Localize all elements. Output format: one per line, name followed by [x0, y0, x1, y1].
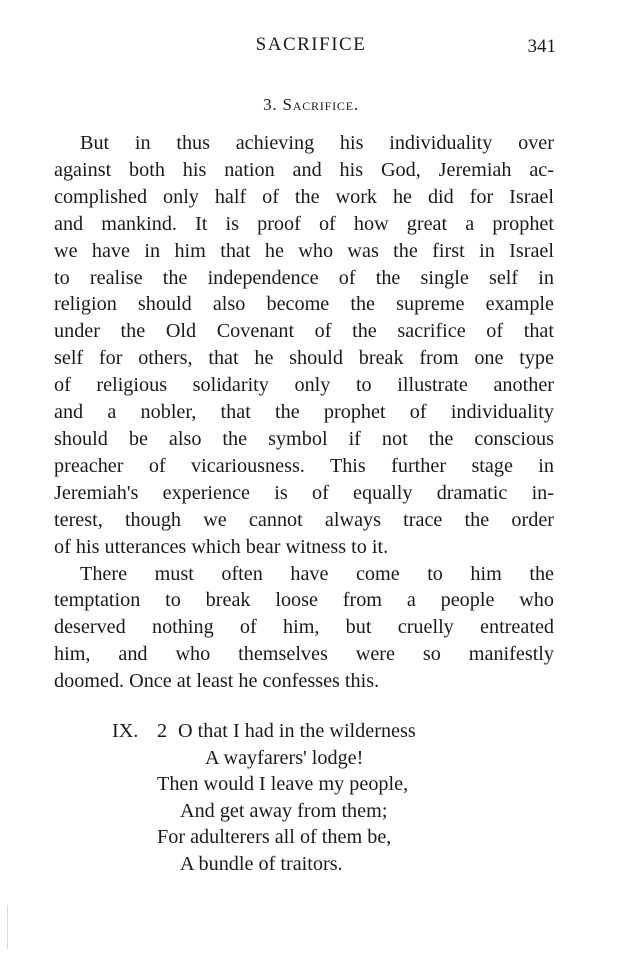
- text-line: of his utterances which bear witness to it.: [54, 535, 389, 558]
- paragraph-2: [54, 561, 554, 696]
- text-line: complished only half of the work he did for Israel: [54, 185, 554, 208]
- text-line: against both his nation and his God, Jeremiah ac-: [54, 158, 554, 181]
- text-line: doomed. Once at least he confesses this.: [54, 670, 380, 693]
- verse-row: [0, 798, 622, 825]
- text-line: Jeremiah's experience is of equally dramatic in-: [54, 481, 554, 504]
- verse-line: A bundle of traitors.: [180, 852, 343, 875]
- verse-row: [0, 718, 622, 745]
- verse-quotation: [0, 718, 622, 878]
- section-heading-text: 3. Sacrifice.: [263, 95, 359, 114]
- text-line: religion should also become the supreme example: [54, 293, 554, 316]
- verse-line: Then would I leave my people,: [157, 773, 409, 796]
- verse-line: For adulterers all of them be,: [157, 826, 392, 849]
- section-heading: [0, 95, 622, 115]
- text-line: to realise the independence of the single self in: [54, 266, 554, 289]
- text-line: But in thus achieving his individuality over: [80, 132, 554, 154]
- text-line: him, and who themselves were so manifestly: [54, 643, 554, 666]
- verse-line: O that I had in the wilderness: [178, 720, 416, 742]
- text-line: should be also the symbol if not the conscious: [54, 427, 554, 450]
- text-line: of religious solidarity only to illustrate another: [54, 374, 554, 397]
- text-line: temptation to break loose from a people who: [54, 589, 554, 612]
- verse-row: [0, 745, 622, 772]
- text-line: self for others, that he should break from one type: [54, 347, 554, 370]
- verse-line: And get away from them;: [180, 799, 388, 822]
- paragraph-1: [54, 130, 554, 561]
- verse-number: 2: [157, 720, 168, 742]
- verse-row: [0, 824, 622, 851]
- verse-line: A wayfarers' lodge!: [205, 746, 364, 769]
- text-line: under the Old Covenant of the sacrifice of that: [54, 320, 554, 343]
- running-title: SACRIFICE: [255, 34, 367, 55]
- text-line: and a nobler, that the prophet of individuality: [54, 401, 554, 424]
- verse-reference: IX.: [112, 720, 139, 742]
- verse-row: [0, 771, 622, 798]
- text-line: terest, though we cannot always trace the order: [54, 508, 554, 531]
- scan-gutter-line: [7, 905, 8, 949]
- text-line: preacher of vicariousness. This further stage in: [54, 454, 554, 477]
- text-line: and mankind. It is proof of how great a prophet: [54, 212, 554, 235]
- body-text: [54, 130, 554, 695]
- running-head: [0, 34, 622, 62]
- verse-row: [0, 851, 622, 878]
- text-line: There must often have come to him the: [80, 562, 554, 585]
- page-number: 341: [527, 36, 556, 57]
- text-line: deserved nothing of him, but cruelly entreated: [54, 616, 554, 639]
- text-line: we have in him that he who was the first in Israel: [54, 239, 554, 262]
